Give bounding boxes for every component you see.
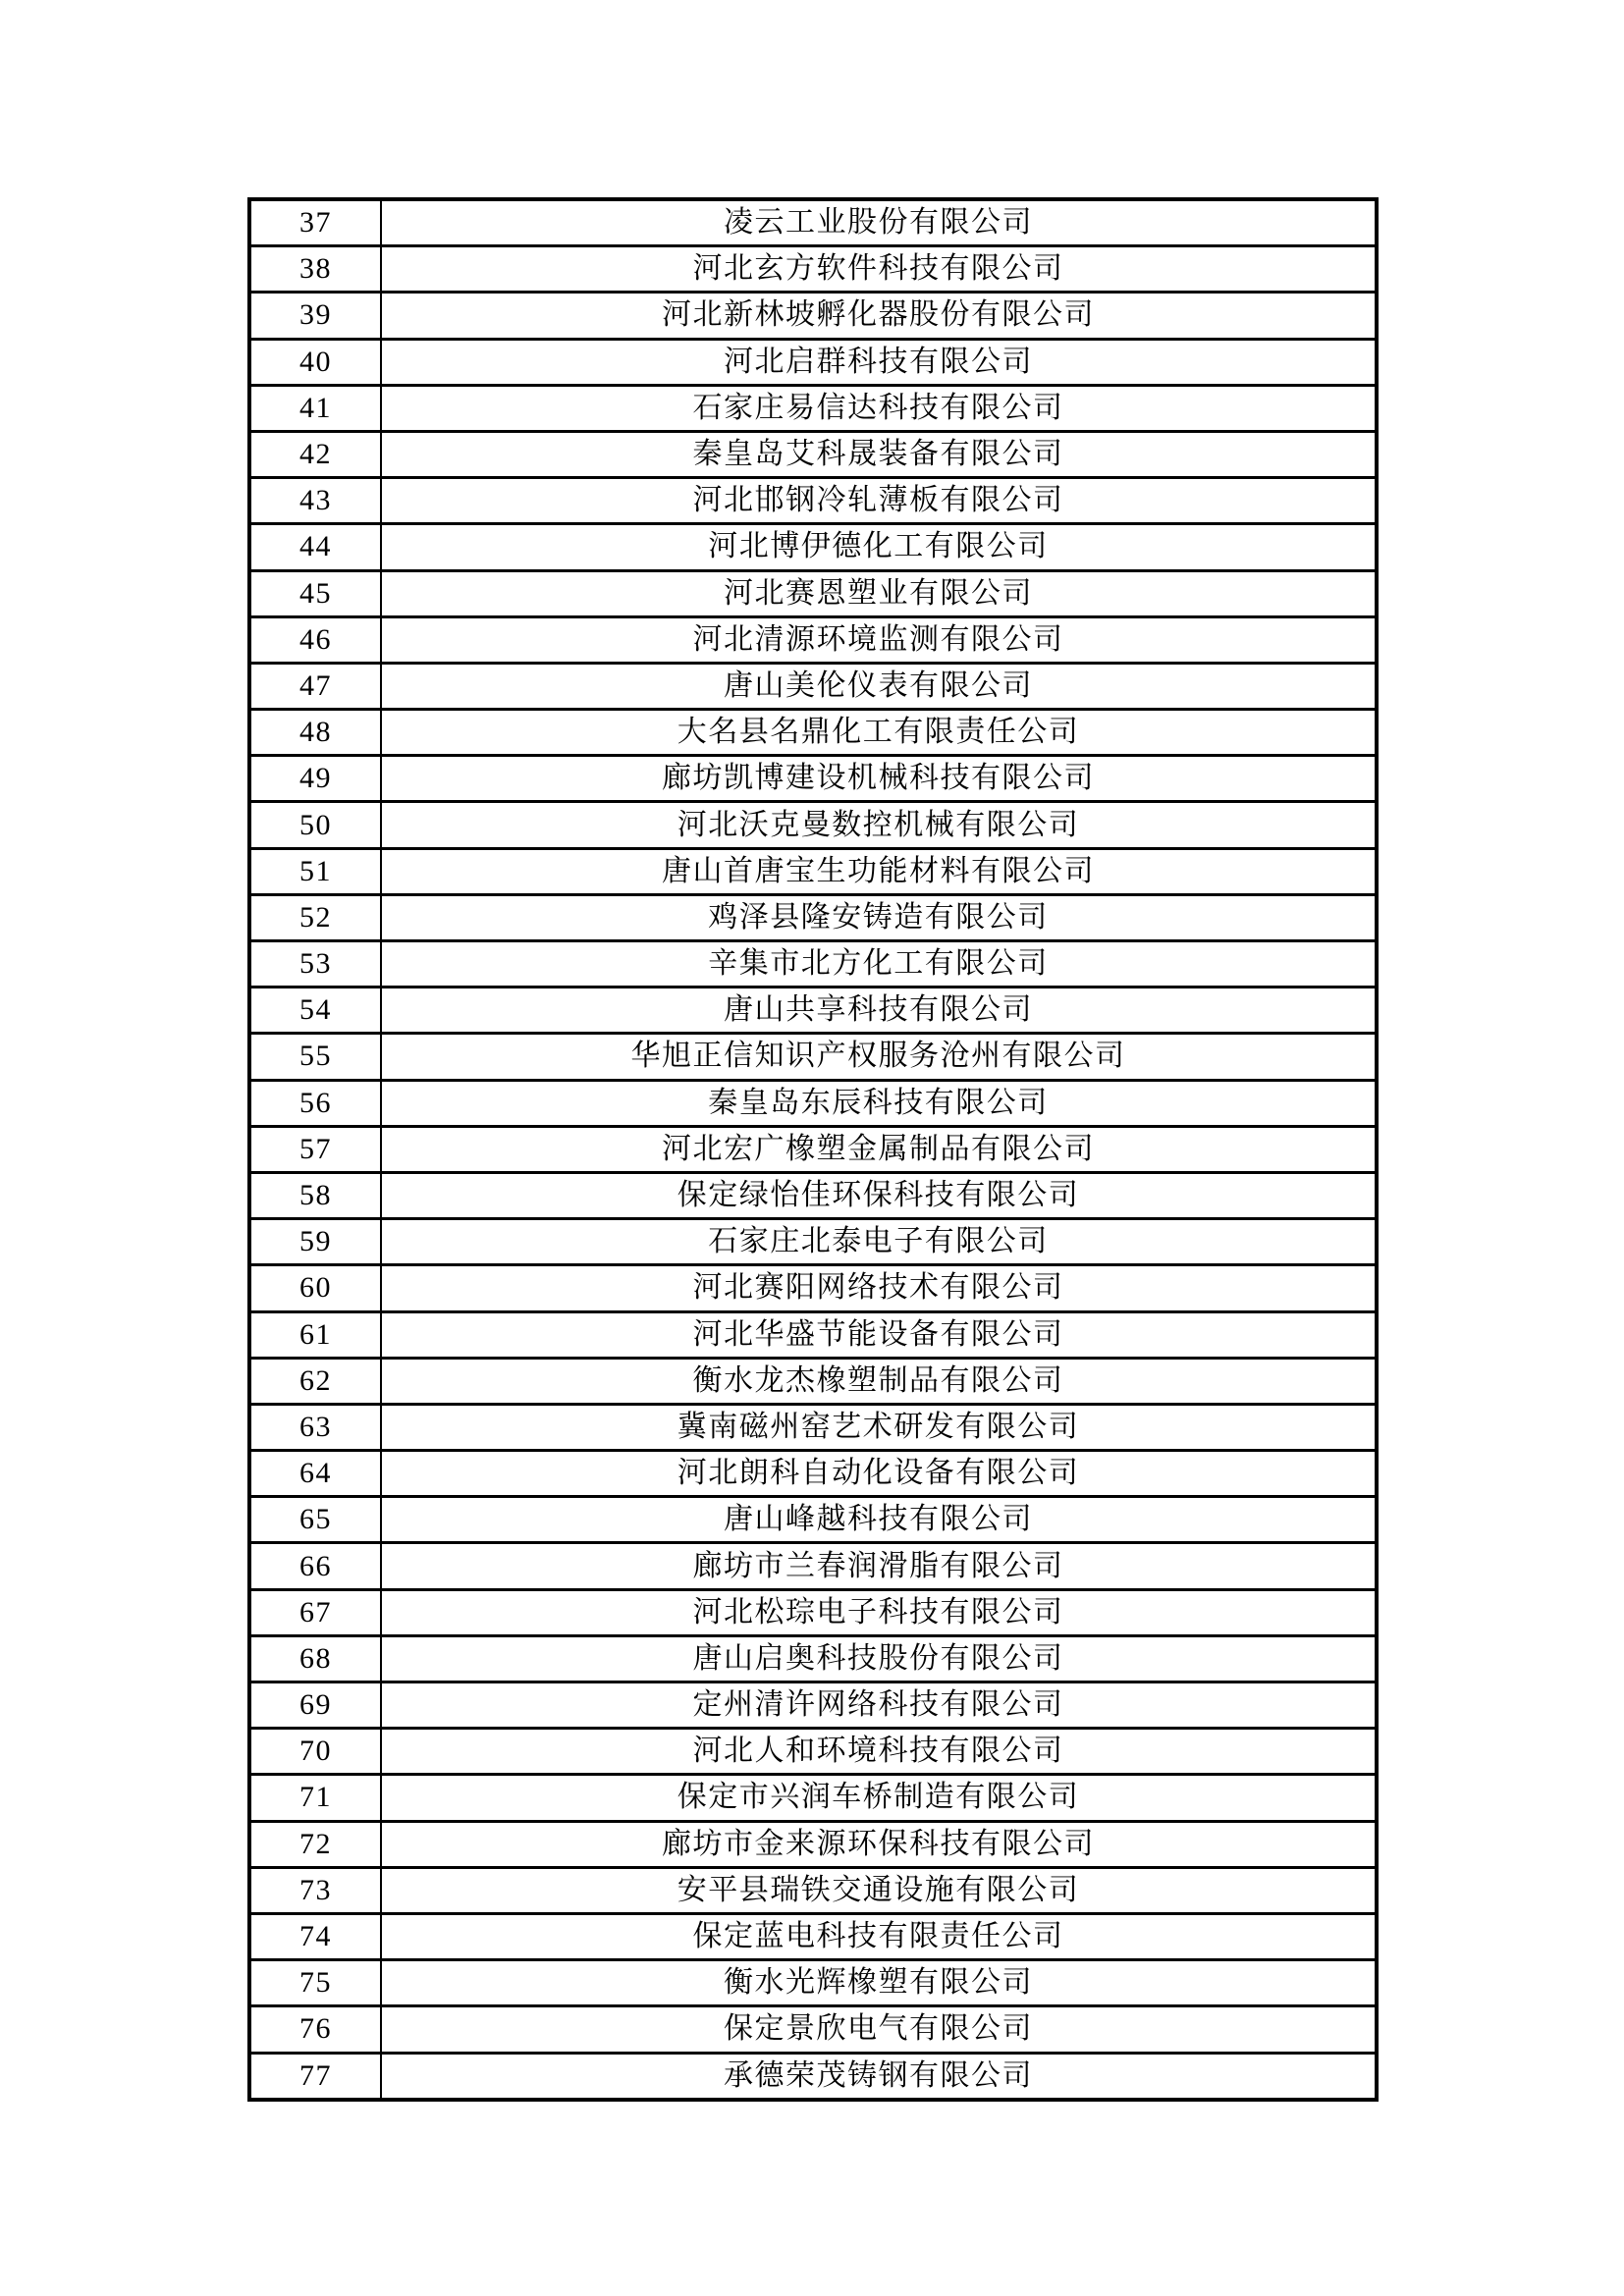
row-number-cell: 38 xyxy=(249,246,381,293)
table-row xyxy=(249,1311,1377,1358)
table-row xyxy=(249,1635,1377,1682)
company-name-cell: 河北博伊德化工有限公司 xyxy=(381,524,1377,570)
row-number-cell: 76 xyxy=(249,2006,381,2053)
table-row xyxy=(249,1913,1377,1959)
table-row xyxy=(249,1543,1377,1589)
company-name-cell: 保定景欣电气有限公司 xyxy=(381,2006,1377,2053)
table-row xyxy=(249,385,1377,431)
row-number-cell: 39 xyxy=(249,293,381,339)
row-number-cell: 77 xyxy=(249,2053,381,2100)
company-name-cell: 唐山启奥科技股份有限公司 xyxy=(381,1635,1377,1682)
row-number-cell: 65 xyxy=(249,1497,381,1543)
company-name-cell: 河北华盛节能设备有限公司 xyxy=(381,1311,1377,1358)
table-row xyxy=(249,1358,1377,1404)
company-name-cell: 河北邯钢冷轧薄板有限公司 xyxy=(381,478,1377,524)
table-row xyxy=(249,246,1377,293)
table-row xyxy=(249,802,1377,848)
table-row xyxy=(249,1682,1377,1729)
table-row xyxy=(249,293,1377,339)
table-row xyxy=(249,1034,1377,1080)
company-name-cell: 秦皇岛东辰科技有限公司 xyxy=(381,1080,1377,1126)
table-row xyxy=(249,1172,1377,1218)
table-row xyxy=(249,524,1377,570)
table-row xyxy=(249,478,1377,524)
company-name-cell: 唐山美伦仪表有限公司 xyxy=(381,663,1377,709)
company-name-cell: 保定绿怡佳环保科技有限公司 xyxy=(381,1172,1377,1218)
table-row xyxy=(249,1867,1377,1913)
row-number-cell: 66 xyxy=(249,1543,381,1589)
company-name-cell: 凌云工业股份有限公司 xyxy=(381,199,1377,246)
row-number-cell: 71 xyxy=(249,1775,381,1821)
company-name-cell: 冀南磁州窑艺术研发有限公司 xyxy=(381,1404,1377,1450)
company-name-cell: 河北赛阳网络技术有限公司 xyxy=(381,1265,1377,1311)
company-name-cell: 石家庄易信达科技有限公司 xyxy=(381,385,1377,431)
table-row xyxy=(249,1821,1377,1867)
row-number-cell: 60 xyxy=(249,1265,381,1311)
company-name-cell: 河北松琮电子科技有限公司 xyxy=(381,1589,1377,1635)
row-number-cell: 37 xyxy=(249,199,381,246)
company-name-cell: 廊坊市金来源环保科技有限公司 xyxy=(381,1821,1377,1867)
table-row xyxy=(249,1126,1377,1172)
company-name-cell: 河北沃克曼数控机械有限公司 xyxy=(381,802,1377,848)
table-row xyxy=(249,756,1377,802)
row-number-cell: 57 xyxy=(249,1126,381,1172)
company-table xyxy=(247,197,1379,2102)
table-row xyxy=(249,1497,1377,1543)
row-number-cell: 68 xyxy=(249,1635,381,1682)
table-row xyxy=(249,199,1377,246)
row-number-cell: 55 xyxy=(249,1034,381,1080)
company-name-cell: 定州清许网络科技有限公司 xyxy=(381,1682,1377,1729)
row-number-cell: 49 xyxy=(249,756,381,802)
row-number-cell: 64 xyxy=(249,1451,381,1497)
company-table-body xyxy=(249,199,1377,2100)
table-row xyxy=(249,988,1377,1034)
company-name-cell: 河北启群科技有限公司 xyxy=(381,339,1377,385)
table-row xyxy=(249,1080,1377,1126)
table-row xyxy=(249,1265,1377,1311)
table-row xyxy=(249,339,1377,385)
row-number-cell: 40 xyxy=(249,339,381,385)
company-name-cell: 衡水光辉橡塑有限公司 xyxy=(381,1960,1377,2006)
row-number-cell: 72 xyxy=(249,1821,381,1867)
row-number-cell: 45 xyxy=(249,570,381,616)
table-row xyxy=(249,941,1377,988)
company-name-cell: 河北清源环境监测有限公司 xyxy=(381,616,1377,663)
company-name-cell: 河北玄方软件科技有限公司 xyxy=(381,246,1377,293)
company-name-cell: 廊坊凯博建设机械科技有限公司 xyxy=(381,756,1377,802)
table-row xyxy=(249,1219,1377,1265)
table-row xyxy=(249,848,1377,894)
company-name-cell: 石家庄北泰电子有限公司 xyxy=(381,1219,1377,1265)
row-number-cell: 74 xyxy=(249,1913,381,1959)
company-name-cell: 秦皇岛艾科晟装备有限公司 xyxy=(381,431,1377,477)
row-number-cell: 52 xyxy=(249,894,381,940)
table-row xyxy=(249,1775,1377,1821)
table-row xyxy=(249,570,1377,616)
row-number-cell: 48 xyxy=(249,710,381,756)
company-name-cell: 河北朗科自动化设备有限公司 xyxy=(381,1451,1377,1497)
table-row xyxy=(249,1451,1377,1497)
row-number-cell: 54 xyxy=(249,988,381,1034)
row-number-cell: 58 xyxy=(249,1172,381,1218)
company-name-cell: 大名县名鼎化工有限责任公司 xyxy=(381,710,1377,756)
table-row xyxy=(249,431,1377,477)
row-number-cell: 75 xyxy=(249,1960,381,2006)
row-number-cell: 47 xyxy=(249,663,381,709)
company-name-cell: 衡水龙杰橡塑制品有限公司 xyxy=(381,1358,1377,1404)
company-name-cell: 廊坊市兰春润滑脂有限公司 xyxy=(381,1543,1377,1589)
company-name-cell: 河北人和环境科技有限公司 xyxy=(381,1729,1377,1775)
company-name-cell: 唐山共享科技有限公司 xyxy=(381,988,1377,1034)
row-number-cell: 51 xyxy=(249,848,381,894)
row-number-cell: 59 xyxy=(249,1219,381,1265)
row-number-cell: 42 xyxy=(249,431,381,477)
table-row xyxy=(249,2053,1377,2100)
table-row xyxy=(249,1960,1377,2006)
row-number-cell: 63 xyxy=(249,1404,381,1450)
row-number-cell: 56 xyxy=(249,1080,381,1126)
company-name-cell: 唐山峰越科技有限公司 xyxy=(381,1497,1377,1543)
row-number-cell: 50 xyxy=(249,802,381,848)
table-row xyxy=(249,663,1377,709)
company-name-cell: 安平县瑞铁交通设施有限公司 xyxy=(381,1867,1377,1913)
row-number-cell: 41 xyxy=(249,385,381,431)
table-row xyxy=(249,616,1377,663)
company-name-cell: 唐山首唐宝生功能材料有限公司 xyxy=(381,848,1377,894)
row-number-cell: 70 xyxy=(249,1729,381,1775)
row-number-cell: 43 xyxy=(249,478,381,524)
company-name-cell: 河北新林坡孵化器股份有限公司 xyxy=(381,293,1377,339)
company-name-cell: 华旭正信知识产权服务沧州有限公司 xyxy=(381,1034,1377,1080)
row-number-cell: 61 xyxy=(249,1311,381,1358)
company-name-cell: 河北宏广橡塑金属制品有限公司 xyxy=(381,1126,1377,1172)
company-name-cell: 鸡泽县隆安铸造有限公司 xyxy=(381,894,1377,940)
row-number-cell: 67 xyxy=(249,1589,381,1635)
table-row xyxy=(249,1589,1377,1635)
row-number-cell: 44 xyxy=(249,524,381,570)
company-name-cell: 承德荣茂铸钢有限公司 xyxy=(381,2053,1377,2100)
table-row xyxy=(249,894,1377,940)
row-number-cell: 73 xyxy=(249,1867,381,1913)
company-name-cell: 保定蓝电科技有限责任公司 xyxy=(381,1913,1377,1959)
row-number-cell: 53 xyxy=(249,941,381,988)
table-row xyxy=(249,1404,1377,1450)
row-number-cell: 69 xyxy=(249,1682,381,1729)
row-number-cell: 46 xyxy=(249,616,381,663)
row-number-cell: 62 xyxy=(249,1358,381,1404)
company-name-cell: 保定市兴润车桥制造有限公司 xyxy=(381,1775,1377,1821)
company-name-cell: 辛集市北方化工有限公司 xyxy=(381,941,1377,988)
company-name-cell: 河北赛恩塑业有限公司 xyxy=(381,570,1377,616)
table-row xyxy=(249,1729,1377,1775)
table-row xyxy=(249,2006,1377,2053)
table-row xyxy=(249,710,1377,756)
